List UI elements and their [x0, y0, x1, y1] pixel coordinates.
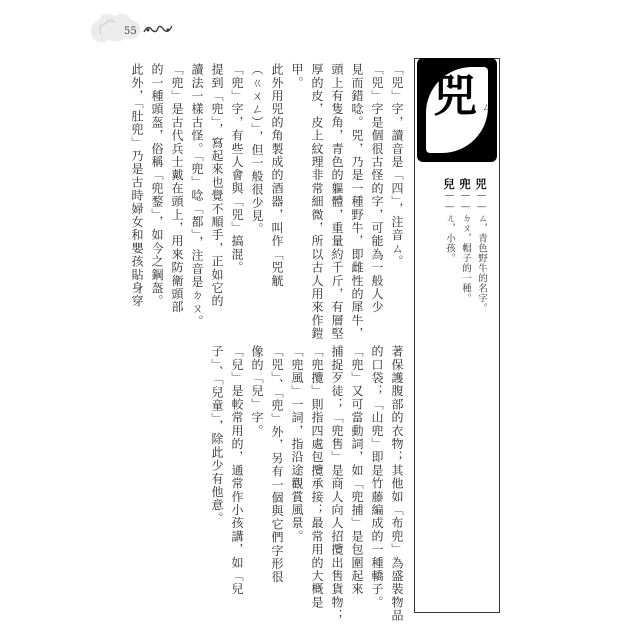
- body-column: 甲。: [290, 63, 304, 90]
- body-column: 的口袋；「山兜」即是竹藤編成的一種轎子。: [370, 345, 384, 609]
- reference-definition: ——ㄙ，青色野牛的名字。: [476, 190, 487, 313]
- body-column: 提到「兜」，寫起來也覺不順手，正如它的: [210, 63, 224, 308]
- page-number: 55: [124, 26, 137, 37]
- body-column: 的一種頭盔，俗稱「兜鍪」，如今之鋼盔。: [150, 63, 164, 308]
- reference-definition: ——ㄉㄡ，帽子的一種。: [460, 190, 471, 303]
- entry-reading: ㄙ: [482, 103, 492, 113]
- reference-char: 兕: [474, 178, 488, 190]
- body-column: 此外，「肚兜」乃是古時婦女和嬰孩貼身穿: [130, 63, 144, 308]
- reference-char: 兒: [442, 178, 456, 190]
- body-column: （ㄍㄨㄥ）」，但一般很少見。: [250, 63, 264, 236]
- body-column: 「兕」字是個很古怪的字，可能為一般人少: [370, 63, 384, 314]
- reference-definition: ——ㄦ，小孩。: [444, 190, 455, 263]
- body-column: 「兜」又可當動詞，如「兜捕」是包圍起來: [350, 345, 364, 596]
- body-column: 捕捉歹徒；「兜售」是商人向人招攬出售貨物；: [330, 345, 344, 623]
- body-column: 「兕」字，讀音是「四」，注音ㄙ。: [390, 63, 404, 269]
- body-column: 見而錯唸。兕，乃是一種野牛，即雌性的犀牛，: [350, 63, 364, 341]
- body-column: 厚的皮，皮上紋理非常細微，所以古人用來作鎧: [310, 63, 324, 341]
- body-column: 讀法一樣古怪。「兜」唸「都」，注音是ㄉㄡ。: [190, 63, 204, 329]
- entry-character: 兕: [433, 71, 477, 122]
- body-column: 頭上有隻角，青色的軀體，重量約千斤，有層堅: [330, 63, 344, 341]
- reference-item-1: [474, 178, 488, 313]
- body-column: 「兕」、「兜」外，另有一個與它們字形很: [270, 345, 284, 584]
- body-column: 子」、「兒童」，除此少有他意。: [210, 345, 224, 525]
- body-column: 像的「兒」字。: [250, 345, 264, 438]
- scroll-ornament-icon: [142, 22, 174, 36]
- reference-item-2: [458, 178, 472, 303]
- body-column: 「兜」是古代兵士戴在頭上，用來防衛頭部: [170, 63, 184, 314]
- body-column: 此外用兕的角製成的酒器，叫作「兕觥: [270, 63, 284, 288]
- body-column: 「兜」字，有些人會與「兕」搞混。: [230, 63, 244, 275]
- reference-char: 兜: [458, 178, 472, 190]
- body-column: 「兜風」一詞，指沿途觀賞風景。: [290, 345, 304, 543]
- body-column: 著保護腹部的衣物；其他如「布兜」為盛裝物品: [390, 345, 404, 623]
- body-column: 「兒」是較常用的，通常作小孩講，如「兒: [230, 345, 244, 596]
- body-column: 「兜攬」則指四處包攬承接；最常用的大概是: [310, 345, 324, 609]
- reference-item-3: [442, 178, 456, 263]
